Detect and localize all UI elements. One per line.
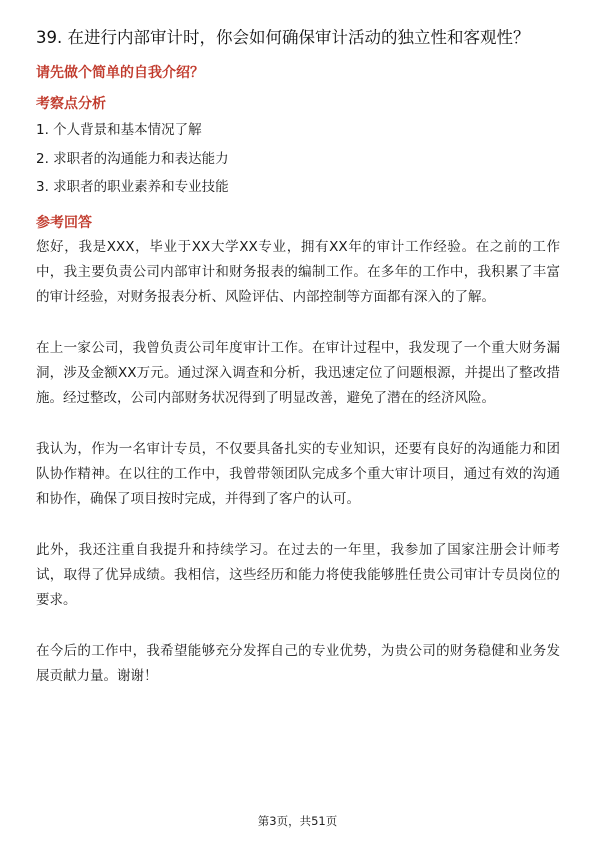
answer-paragraph: 在上一家公司，我曾负责公司年度审计工作。在审计过程中，我发现了一个重大财务漏洞，涉及金额XX万元。通过深入调查和分析，我迅速定位了问题根源，并提出了整改措施。经过整改，公司内部财务状况得到了明显改善，避免了潜在的经济风险。 [36,340,560,406]
answer-paragraph: 我认为，作为一名审计专员，不仅要具备扎实的专业知识，还要有良好的沟通能力和团队协作精神。在以往的工作中，我曾带领团队完成多个重大审计项目，通过有效的沟通和协作，确保了项目按时完成，并得到了客户的认可。 [36,441,560,507]
answer-paragraph: 此外，我还注重自我提升和持续学习。在过去的一年里，我参加了国家注册会计师考试，取得了优异成绩。我相信，这些经历和能力将使我能够胜任贵公司审计专员岗位的要求。 [36,542,560,608]
question-title: 39. 在进行内部审计时，你会如何确保审计活动的独立性和客观性？ [36,28,530,47]
interview-prompt: 请先做个简单的自我介绍？ [36,65,204,81]
answer-paragraph: 您好，我是XXX，毕业于XX大学XX专业，拥有XX年的审计工作经验。在之前的工作中，我主要负责公司内部审计和财务报表的编制工作。在多年的工作中，我积累了丰富的审计经验，对财务报表分析、风险评估、内部控制等方面都有深入的了解。 [36,239,560,305]
analysis-points-list [36,120,229,206]
reference-answer [36,235,560,715]
page-number: 第3页，共51页 [257,814,338,828]
analysis-point: 3. 求职者的职业素养和专业技能 [36,179,229,195]
answer-paragraph: 在今后的工作中，我希望能够充分发挥自己的专业优势，为贵公司的财务稳健和业务发展贡献力量。谢谢！ [36,643,560,684]
answer-heading: 参考回答 [36,215,92,231]
analysis-point: 1. 个人背景和基本情况了解 [36,122,202,138]
analysis-point: 2. 求职者的沟通能力和表达能力 [36,150,229,167]
analysis-heading: 考察点分析 [36,96,106,112]
